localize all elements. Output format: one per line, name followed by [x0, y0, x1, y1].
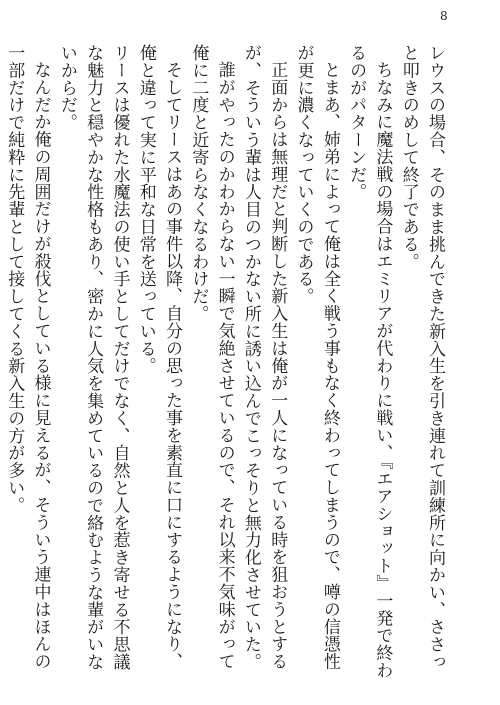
paragraph-8: なんだか俺の周囲だけが殺伐としている様に見えるが、そういう連中はほんの一部だけで純粋に先輩として接してくる新入生の方が多い。	[4, 44, 51, 670]
paragraph-9	[0, 44, 1, 684]
paragraph-3: とまあ、姉弟によって俺は全く戦う事もなく終わってしまうので、噂の信憑性が更に濃くなっていくのである。	[293, 44, 340, 670]
paragraph-5: 誰がやったのかわからない一瞬で気絶させているので、それ以来不気味がって俺に二度と近寄らなくなるわけだ。	[188, 44, 235, 670]
paragraph-2: ちなみに魔法戦の場合はエミリアが代わりに戦い、『エアショット』一発で終わるのがパターンだ。	[346, 44, 393, 679]
novel-text-body	[4, 44, 448, 684]
paragraph-7: リースは優れた水魔法の使い手としてだけでなく、自然と人を惹き寄せる不思議な魅力と穏やかな性格もあり、密かに人気を集めているので絡むような輩がいないからだ。	[56, 44, 130, 671]
page-number: 8	[440, 9, 448, 23]
paragraph-6: そしてリースはあの事件以降、自分の思った事を素直に口にするようになり、俺と違って実に平和な日常を送っている。	[135, 44, 183, 670]
paragraph-4: 正面からは無理だと判断した新入生は俺が一人になっている時を狙おうとするが、そういう輩は人目のつかない所に誘い込んでこっそりと無力化させていた。	[240, 44, 288, 671]
paragraph-1: レウスの場合、そのまま挑んできた新入生を引き連れて訓練所に向かい、ささっと叩きのめして終了である。	[398, 44, 445, 671]
